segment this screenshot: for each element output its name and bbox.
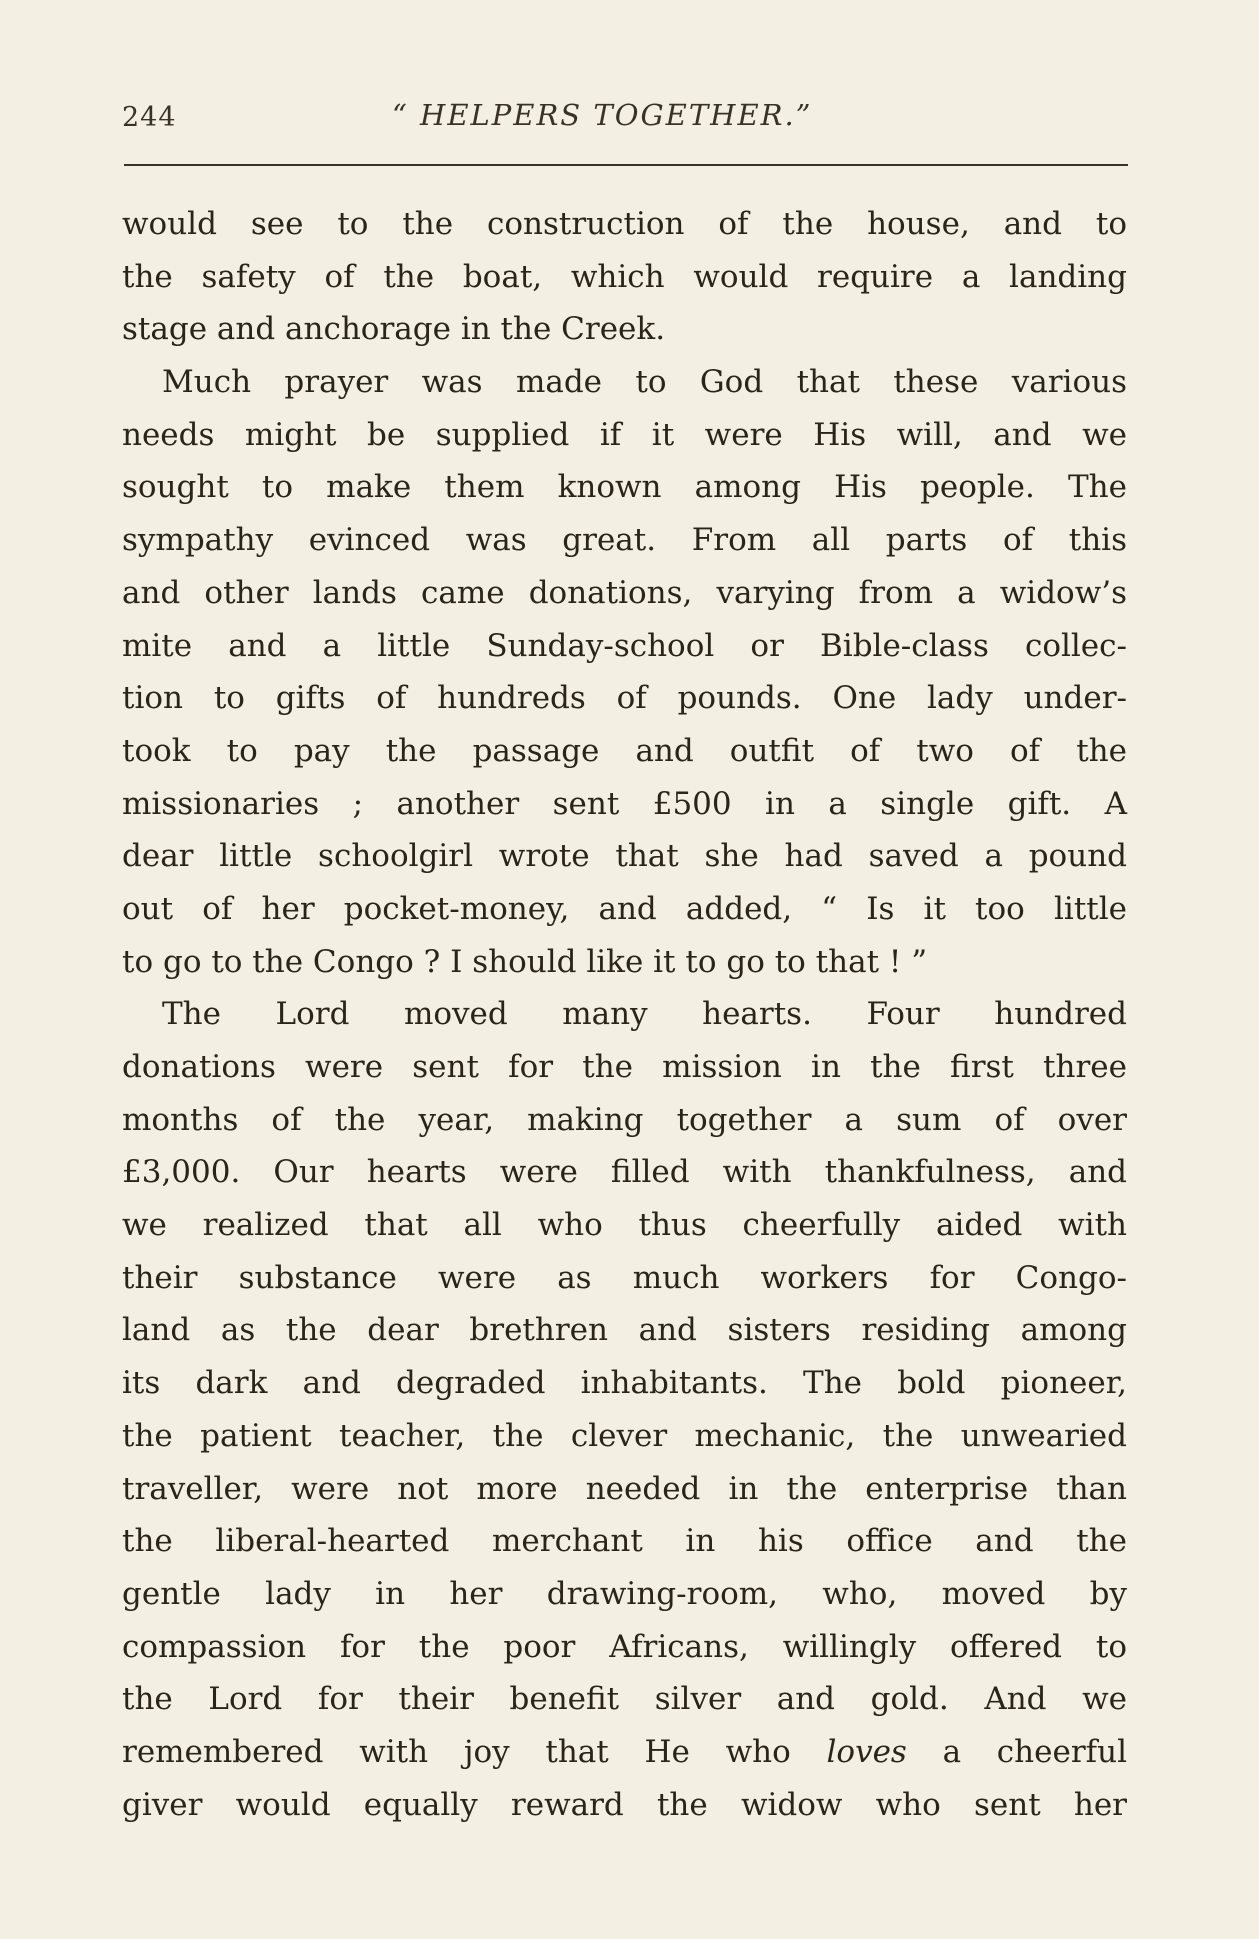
text-line: and other lands came donations, varying from a widow’s (122, 574, 1127, 611)
text-line: missionaries ; another sent £500 in a single gift. A (122, 785, 1127, 822)
text-line: £3,000. Our hearts were filled with thankfulness, and (122, 1154, 1127, 1191)
page-number: 244 (122, 102, 177, 133)
text-line: mite and a little Sunday-school or Bible-class collec- (122, 627, 1127, 664)
text-line: sought to make them known among His people. The (122, 469, 1127, 506)
text-line: compassion for the poor Africans, willingly offered to (122, 1628, 1127, 1665)
running-head: “ HELPERS TOGETHER.” (392, 98, 813, 132)
emphasis-loves: loves (826, 1733, 907, 1770)
text-line: to go to the Congo ? I should like it to go to that ! ” (122, 943, 928, 980)
text-line: giver would equally reward the widow who sent her (122, 1786, 1127, 1823)
text-line: land as the dear brethren and sisters residing among (122, 1312, 1127, 1349)
text-line: gentle lady in her drawing-room, who, moved by (122, 1575, 1127, 1612)
text-line: sympathy evinced was great. From all parts of this (122, 522, 1127, 559)
text-line: took to pay the passage and outfit of two of the (122, 732, 1127, 769)
text-line: out of her pocket-money, and added, “ Is it too little (122, 890, 1127, 927)
text-line: the Lord for their benefit silver and gold. And we (122, 1681, 1127, 1718)
text-line: months of the year, making together a sum of over (122, 1101, 1127, 1138)
text-line: we realized that all who thus cheerfully aided with (122, 1207, 1127, 1244)
text-line: donations were sent for the mission in the first three (122, 1049, 1127, 1085)
text-line: Much prayer was made to God that these various (162, 364, 1127, 401)
text-line: The Lord moved many hearts. Four hundred (162, 996, 1127, 1033)
text-line: the liberal-hearted merchant in his office and the (122, 1523, 1127, 1560)
text-line: its dark and degraded inhabitants. The bold pioneer, (122, 1365, 1127, 1402)
text-line: the patient teacher, the clever mechanic, the unwearied (122, 1417, 1127, 1454)
text-line: dear little schoolgirl wrote that she had saved a pound (122, 838, 1127, 875)
text-line: tion to gifts of hundreds of pounds. One lady under- (122, 680, 1127, 717)
text-line: needs might be supplied if it were His will, and we (122, 416, 1127, 453)
body-text (122, 198, 1127, 1831)
text-line: remembered with joy that He who loves a cheerful (122, 1733, 1127, 1770)
text-line: stage and anchorage in the Creek. (122, 311, 666, 348)
header-rule (124, 164, 1128, 166)
text-line: would see to the construction of the house, and to (122, 206, 1127, 242)
text-line: traveller, were not more needed in the enterprise than (122, 1470, 1127, 1507)
text-line: their substance were as much workers for Congo- (122, 1259, 1127, 1296)
text-line: the safety of the boat, which would require a landing (122, 258, 1127, 295)
